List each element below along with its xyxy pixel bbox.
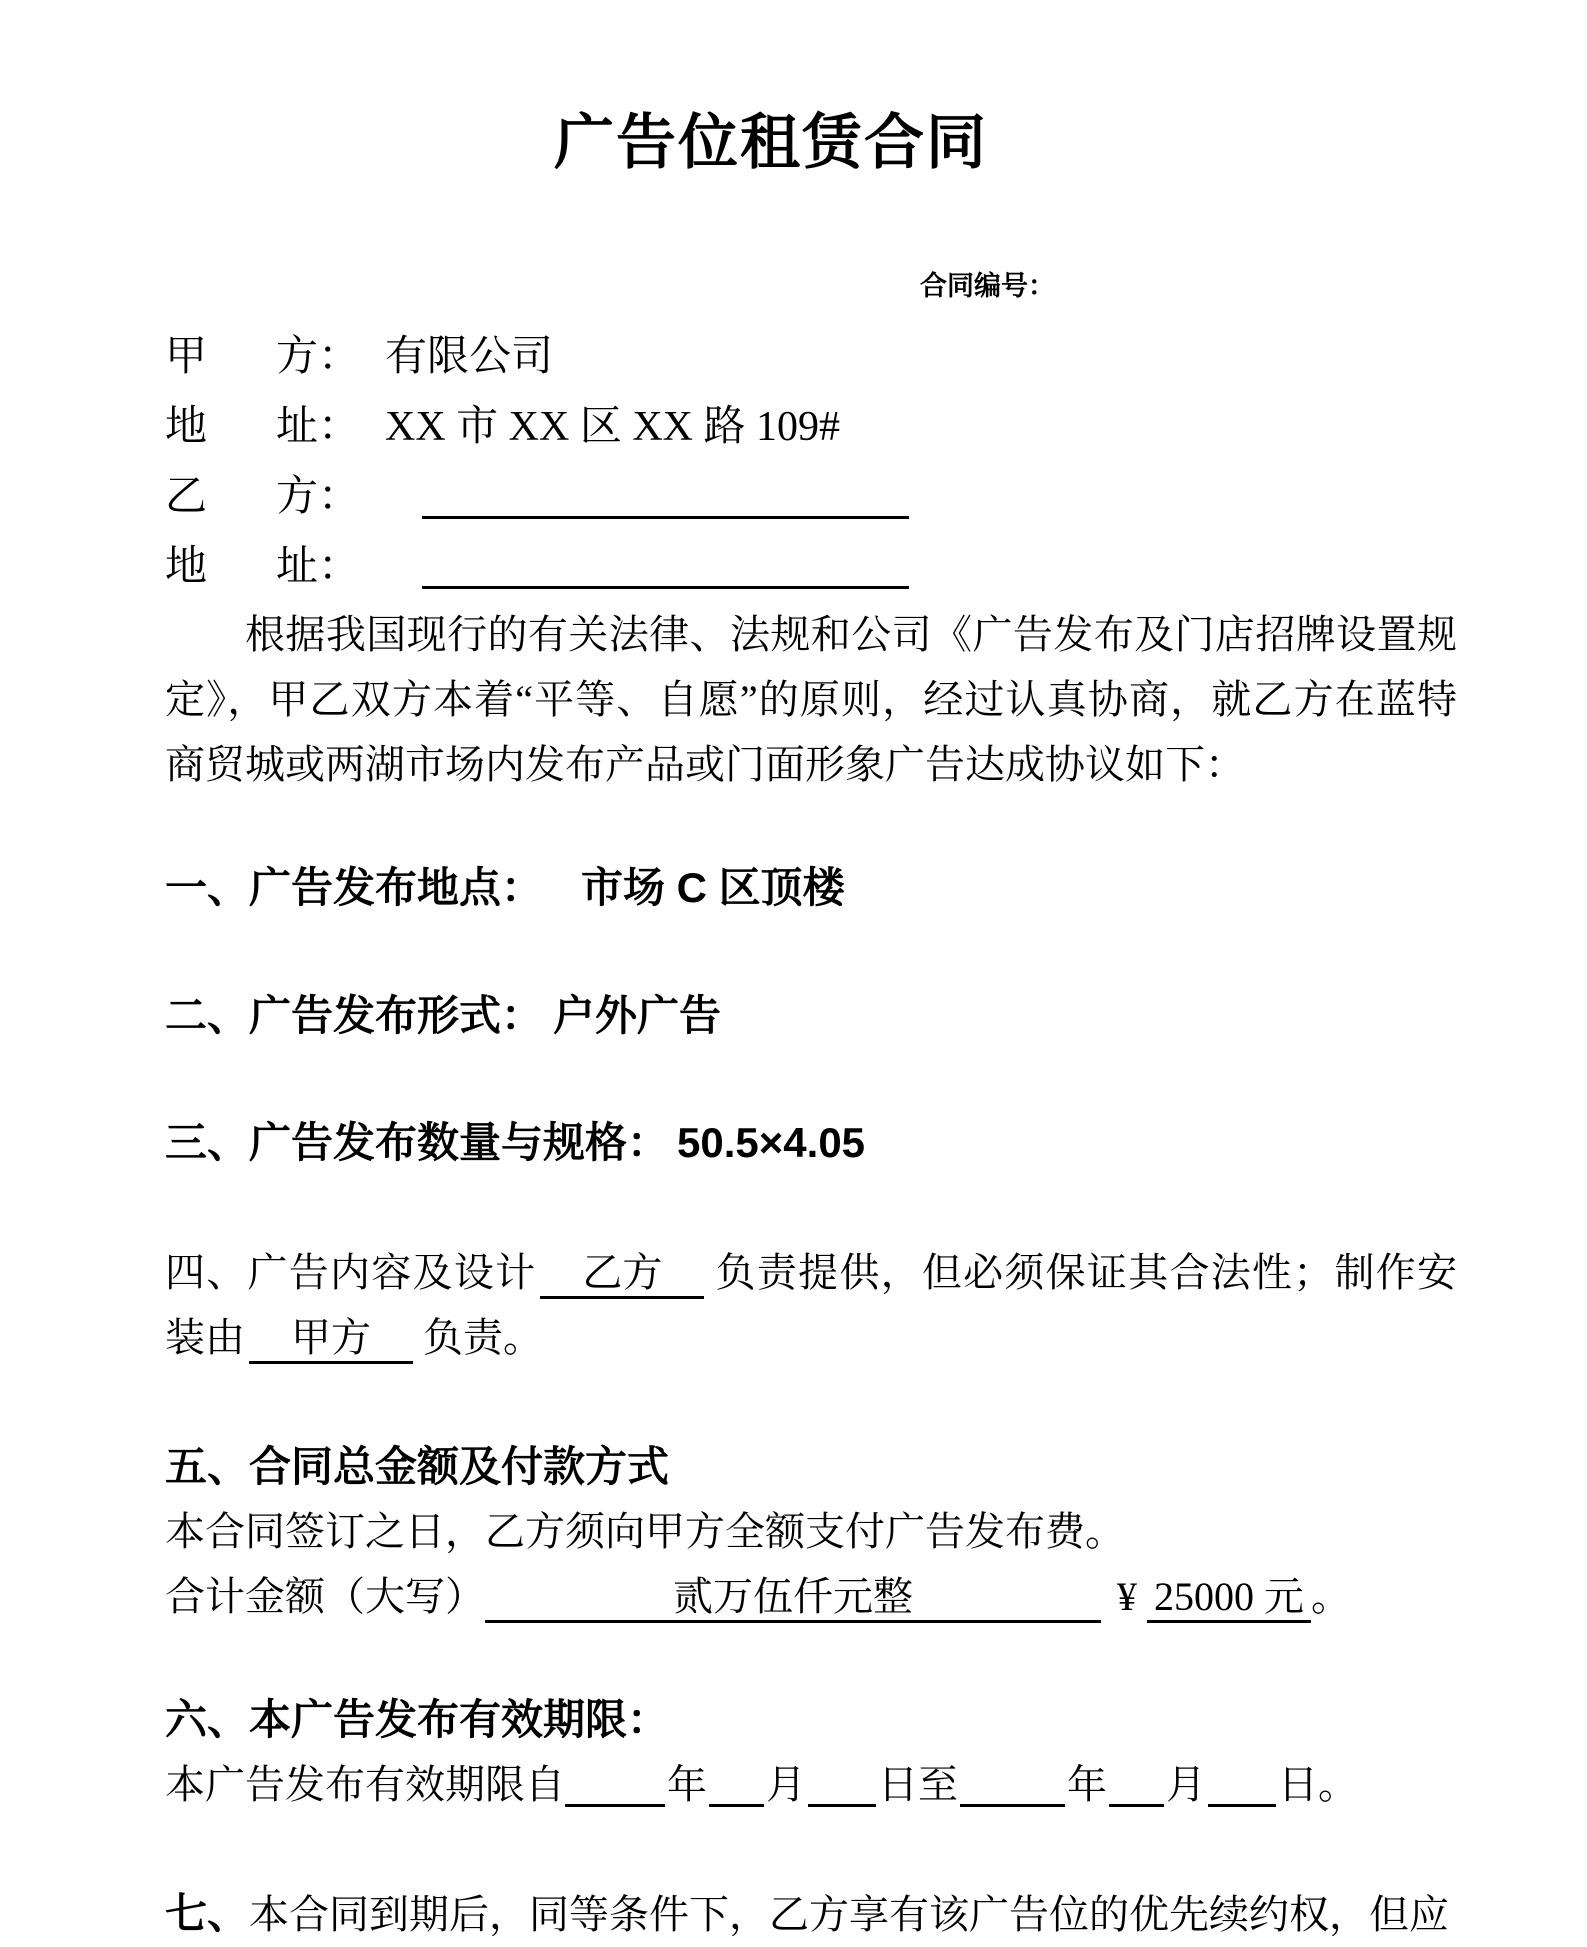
party-a-address-label: 地 址： (165, 404, 360, 450)
party-a-value: 有限公司 (385, 334, 554, 380)
party-b-address-label: 地 址： (165, 544, 360, 590)
date-prefix: 本广告发布有效期限自 (165, 1762, 565, 1807)
document-title: 广告位租赁合同 (554, 109, 988, 176)
clause-4-text-3: 负责。 (423, 1315, 543, 1360)
amount-period: 。 (1311, 1574, 1351, 1619)
month-unit-1: 月 (766, 1762, 806, 1807)
amount-label: 合计金额（大写） (165, 1574, 485, 1619)
party-b-label: 乙 方： (165, 474, 360, 520)
currency-symbol: ¥ (1117, 1574, 1137, 1619)
clause-7-text: 本合同到期后，同等条件下，乙方享有该广告位的优先续约权，但应 (249, 1892, 1450, 1937)
clause-4-paragraph (165, 1240, 1457, 1370)
month-unit-2: 月 (1166, 1762, 1206, 1807)
party-b-address-row (165, 532, 1457, 602)
clause-6-block (165, 1687, 1457, 1817)
party-b-blank-line (422, 516, 909, 519)
clause-2-label: 二、广告发布形式： (165, 992, 544, 1039)
day-unit-1: 日至 (878, 1762, 958, 1807)
amount-row (165, 1564, 1457, 1629)
clause-5-line: 本合同签订之日，乙方须向甲方全额支付广告发布费。 (165, 1509, 1125, 1554)
year-unit-1: 年 (667, 1762, 707, 1807)
amount-in-figures: 25000 元 (1147, 1574, 1311, 1623)
clause-2-value: 户外广告 (553, 992, 722, 1039)
clause-5-block (165, 1434, 1457, 1629)
clause-3-value: 50.5×4.05 (677, 1119, 866, 1166)
month-blank-2 (1109, 1804, 1164, 1807)
clause-4-text-2: 负责提供，但必须保证其合法性；制作安装由 (165, 1250, 1458, 1360)
clause-1-heading (165, 855, 1457, 920)
year-unit-2: 年 (1067, 1762, 1107, 1807)
clause-4-text-1: 四、广告内容及设计 (165, 1250, 537, 1295)
clause-3-heading (165, 1110, 1457, 1175)
clause-4-blank-party-a: 甲方 (249, 1315, 413, 1364)
party-a-label: 甲 方： (165, 334, 360, 380)
preamble-paragraph: 根据我国现行的有关法律、法规和公司《广告发布及门店招牌设置规定》，甲乙双方本着“平等、自愿”的原则，经过认真协商，就乙方在蓝特商贸城或两湖市场内发布产品或门面形象广告达成协议如下： (165, 612, 1457, 787)
clause-7-number: 七、 (165, 1890, 250, 1937)
validity-date-row (165, 1752, 1457, 1817)
party-b-row (165, 462, 1457, 532)
year-blank-2 (960, 1804, 1065, 1807)
clause-7-paragraph (165, 1881, 1457, 1947)
contract-number-label: 合同编号： (920, 271, 1055, 301)
day-unit-2: 日。 (1278, 1762, 1358, 1807)
party-a-address-row (165, 392, 1457, 462)
clause-6-heading: 六、本广告发布有效期限： (165, 1696, 670, 1743)
day-blank-2 (1208, 1804, 1276, 1807)
clause-2-heading (165, 983, 1457, 1048)
clause-5-heading: 五、合同总金额及付款方式 (165, 1443, 670, 1490)
party-b-address-blank-line (422, 586, 909, 589)
amount-in-words-blank: 贰万伍仟元整 (485, 1574, 1101, 1623)
parties-block (165, 322, 1457, 602)
clause-3-label: 三、广告发布数量与规格： (165, 1119, 670, 1166)
clause-1-value: 市场 C 区顶楼 (581, 864, 845, 911)
party-a-row (165, 322, 1457, 392)
clause-1-label: 一、广告发布地点： (165, 864, 544, 911)
party-a-address-value: XX 市 XX 区 XX 路 109# (385, 404, 840, 450)
month-blank-1 (709, 1804, 764, 1807)
day-blank-1 (808, 1804, 876, 1807)
year-blank-1 (565, 1804, 665, 1807)
clause-4-blank-party-b: 乙方 (540, 1250, 704, 1299)
